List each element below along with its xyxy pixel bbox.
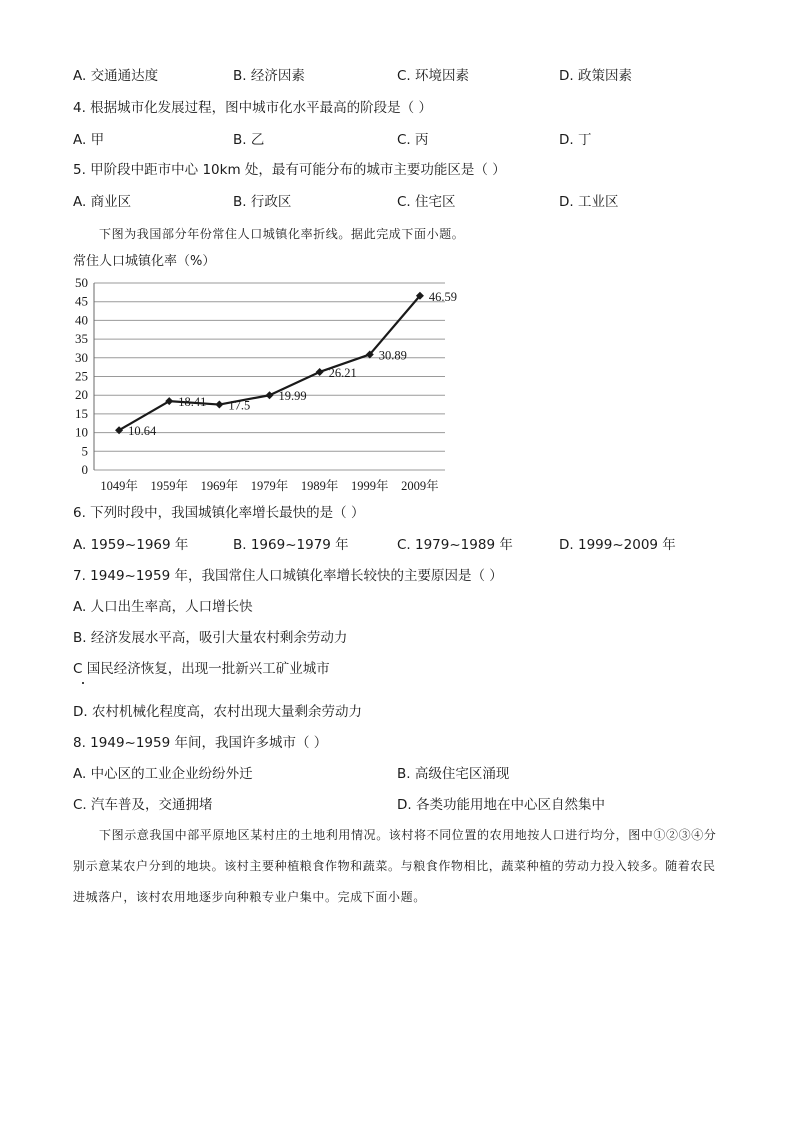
data-point bbox=[266, 391, 274, 399]
q7-option-b: B. 经济发展水平高，吸引大量农村剩余劳动力 bbox=[73, 630, 348, 646]
data-point bbox=[215, 401, 223, 409]
series-line bbox=[119, 296, 420, 430]
q4-stem: 4. 根据城市化发展过程，图中城市化水平最高的阶段是（ ） bbox=[73, 100, 432, 116]
q3-option-b: B. 经济因素 bbox=[233, 68, 305, 84]
q6-option-d: D. 1999~2009 年 bbox=[559, 537, 676, 553]
y-tick-label: 40 bbox=[75, 312, 88, 328]
data-label: 10.64 bbox=[128, 424, 157, 439]
q7-option-a: A. 人口出生率高，人口增长快 bbox=[73, 599, 253, 615]
q4-option-b: B. 乙 bbox=[233, 132, 265, 148]
q5-option-a: A. 商业区 bbox=[73, 194, 132, 210]
x-tick-label: 1049年 bbox=[100, 479, 138, 493]
q7-stem: 7. 1949~1959 年，我国常住人口城镇化率增长较快的主要原因是（ ） bbox=[73, 568, 503, 584]
x-tick-label: 1959年 bbox=[150, 479, 188, 493]
q5-option-d: D. 工业区 bbox=[559, 194, 619, 210]
data-label: 19.99 bbox=[278, 389, 307, 404]
q8-option-a: A. 中心区的工业企业纷纷外迁 bbox=[73, 766, 253, 782]
q5-stem: 5. 甲阶段中距市中心 10km 处，最有可能分布的城市主要功能区是（ ） bbox=[73, 162, 506, 178]
data-point bbox=[316, 368, 324, 376]
q3-option-c: C. 环境因素 bbox=[397, 68, 470, 84]
q6-option-c: C. 1979~1989 年 bbox=[397, 537, 513, 553]
data-label: 26.21 bbox=[328, 365, 357, 380]
q8-option-c: C. 汽车普及，交通拥堵 bbox=[73, 797, 213, 813]
chart-title: 常住人口城镇化率（%） bbox=[73, 254, 216, 269]
data-label: 46.59 bbox=[428, 289, 458, 304]
y-tick-label: 20 bbox=[75, 387, 88, 403]
q4-option-c: C. 丙 bbox=[397, 132, 429, 148]
y-tick-label: 45 bbox=[75, 293, 88, 309]
q6-stem: 6. 下列时段中，我国城镇化率增长最快的是（ ） bbox=[73, 505, 365, 521]
x-tick-label: 1989年 bbox=[300, 479, 339, 493]
q3-option-a: A. 交通通达度 bbox=[73, 68, 159, 84]
data-label: 18.41 bbox=[178, 395, 207, 410]
intro-paragraph-2 bbox=[73, 820, 723, 913]
q7-option-d: D. 农村机械化程度高，农村出现大量剩余劳动力 bbox=[73, 704, 362, 720]
intro-paragraph-1: 下图为我国部分年份常住人口城镇化率折线。据此完成下面小题。 bbox=[99, 227, 465, 241]
data-label: 17.5 bbox=[228, 398, 251, 413]
x-tick-label: 1969年 bbox=[200, 479, 239, 493]
y-tick-label: 10 bbox=[75, 424, 88, 440]
data-label: 30.89 bbox=[378, 348, 407, 363]
y-tick-label: 0 bbox=[81, 462, 88, 477]
q5-option-c: C. 住宅区 bbox=[397, 194, 456, 210]
y-tick-label: 5 bbox=[81, 443, 88, 459]
y-tick-label: 35 bbox=[75, 331, 88, 347]
q8-option-b: B. 高级住宅区涌现 bbox=[397, 766, 510, 782]
q7-option-c: C 国民经济恢复，出现一批新兴工矿业城市 bbox=[73, 661, 330, 677]
y-tick-label: 15 bbox=[75, 405, 88, 421]
q5-option-b: B. 行政区 bbox=[233, 194, 292, 210]
q4-option-a: A. 甲 bbox=[73, 132, 105, 148]
y-tick-label: 30 bbox=[75, 349, 88, 365]
x-tick-label: 1999年 bbox=[351, 479, 389, 493]
q8-option-d: D. 各类功能用地在中心区自然集中 bbox=[397, 797, 605, 813]
x-tick-label: 2009年 bbox=[401, 479, 439, 493]
intro-paragraph-2-text: 下图示意我国中部平原地区某村庄的土地利用情况。该村将不同位置的农用地按人口进行均分，图中①②③④分别示意某农户分到的地块。该村主要种植粮食作物和蔬菜。与粮食作物相比，蔬菜种植的劳动力投入较多。随着农民进城落户，该村农用地逐步向种粮专业户集中。完成下面小题。 bbox=[73, 828, 717, 904]
q6-option-a: A. 1959~1969 年 bbox=[73, 537, 189, 553]
y-tick-label: 25 bbox=[75, 368, 88, 384]
stray-mark bbox=[82, 682, 84, 684]
q8-stem: 8. 1949~1959 年间，我国许多城市（ ） bbox=[73, 735, 328, 751]
q4-option-d: D. 丁 bbox=[559, 132, 592, 148]
y-tick-label: 50 bbox=[75, 275, 88, 290]
q6-option-b: B. 1969~1979 年 bbox=[233, 537, 349, 553]
q3-option-d: D. 政策因素 bbox=[559, 68, 632, 84]
x-tick-label: 1979年 bbox=[250, 479, 289, 493]
urbanization-line-chart bbox=[60, 248, 460, 498]
